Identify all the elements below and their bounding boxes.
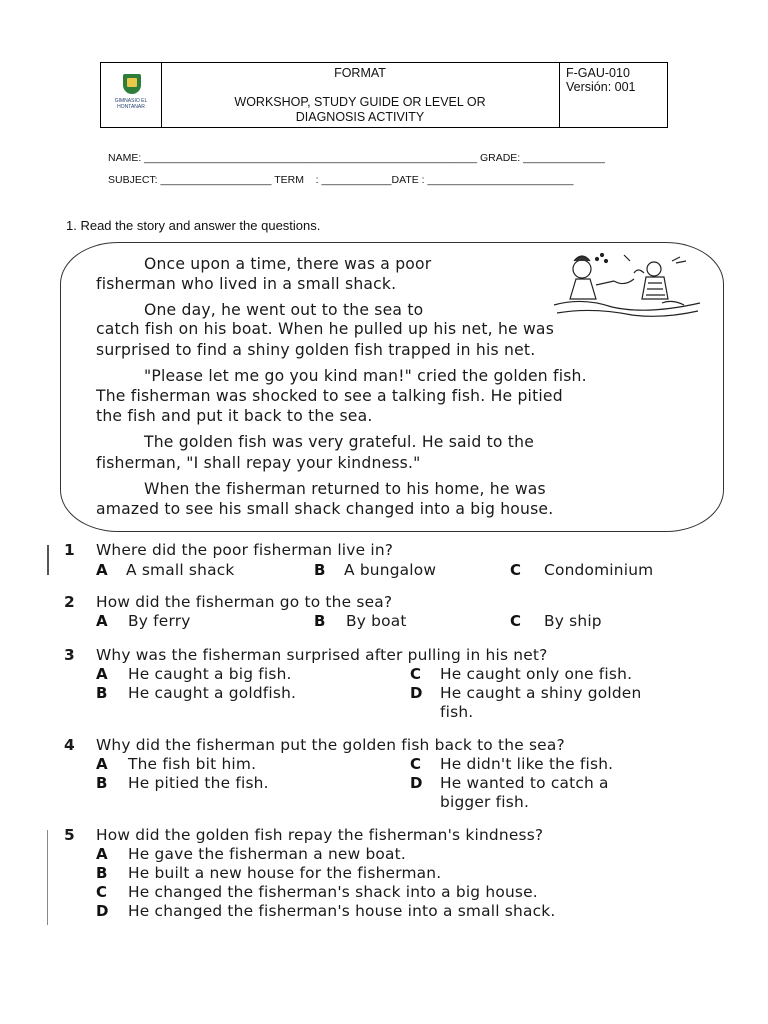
question-number: 5: [64, 826, 75, 844]
option-letter[interactable]: C: [410, 755, 422, 773]
question-number: 2: [64, 593, 75, 611]
option-letter[interactable]: B: [96, 864, 108, 882]
story-line: the fish and put it back to the sea.: [96, 407, 373, 425]
option-text[interactable]: He gave the fisherman a new boat.: [128, 845, 406, 863]
option-text[interactable]: The fish bit him.: [128, 755, 257, 773]
option-text[interactable]: He pitied the fish.: [128, 774, 269, 792]
fisherman-illustration-icon: [552, 247, 702, 319]
logo-text: GIMNASIO EL HONTANAR: [114, 98, 148, 110]
story-line: fisherman who lived in a small shack.: [96, 275, 397, 293]
story-line: amazed to see his small shack changed into a big house.: [96, 500, 554, 518]
option-text[interactable]: By ship: [544, 612, 602, 630]
option-text[interactable]: He caught a goldfish.: [128, 684, 297, 702]
option-text[interactable]: He changed the fisherman's house into a small shack.: [128, 902, 556, 920]
margin-mark: [47, 830, 48, 925]
story-line: "Please let me go you kind man!" cried the golden fish.: [144, 367, 587, 385]
format-subtitle-line2: DIAGNOSIS ACTIVITY: [295, 110, 425, 124]
option-text[interactable]: He didn't like the fish.: [440, 755, 614, 773]
option-letter[interactable]: A: [96, 755, 108, 773]
option-letter[interactable]: C: [410, 665, 422, 683]
option-letter[interactable]: B: [96, 684, 108, 702]
option-text[interactable]: He built a new house for the fisherman.: [128, 864, 442, 882]
question-number: 4: [64, 736, 75, 754]
story-line: catch fish on his boat. When he pulled up his net, he was: [96, 320, 555, 338]
story-line: The fisherman was shocked to see a talking fish. He pitied: [96, 387, 563, 405]
question-text: Why did the fisherman put the golden fish back to the sea?: [96, 736, 565, 754]
option-text[interactable]: Condominium: [544, 561, 654, 579]
instruction: 1. Read the story and answer the questions.: [66, 218, 321, 233]
subject-term-date-field[interactable]: SUBJECT: ___________________ TERM : ____________DATE : _________________________: [108, 174, 574, 186]
story-line: surprised to find a shiny golden fish trapped in his net.: [96, 341, 536, 359]
format-title: FORMAT: [334, 66, 386, 80]
option-text[interactable]: By boat: [346, 612, 407, 630]
option-letter[interactable]: D: [96, 902, 109, 920]
question-text: How did the fisherman go to the sea?: [96, 593, 393, 611]
option-text[interactable]: fish.: [440, 703, 474, 721]
option-text[interactable]: He changed the fisherman's shack into a big house.: [128, 883, 538, 901]
option-letter[interactable]: D: [410, 774, 423, 792]
question-text: Where did the poor fisherman live in?: [96, 541, 394, 559]
school-logo-icon: [123, 74, 141, 94]
option-text[interactable]: He caught only one fish.: [440, 665, 633, 683]
question-number: 1: [64, 541, 75, 559]
option-text[interactable]: He caught a shiny golden: [440, 684, 642, 702]
story-line: One day, he went out to the sea to: [144, 301, 424, 319]
option-text[interactable]: bigger fish.: [440, 793, 530, 811]
document-code: F-GAU-010: [566, 66, 630, 80]
option-letter[interactable]: A: [96, 561, 108, 579]
question-number: 3: [64, 646, 75, 664]
option-text[interactable]: A bungalow: [344, 561, 437, 579]
option-text[interactable]: He wanted to catch a: [440, 774, 609, 792]
option-text[interactable]: By ferry: [128, 612, 191, 630]
question-text: Why was the fisherman surprised after pulling in his net?: [96, 646, 548, 664]
name-grade-field[interactable]: NAME: _________________________________________________________ GRADE: ______________: [108, 152, 605, 164]
story-line: The golden fish was very grateful. He said to the: [144, 433, 534, 451]
margin-mark: [47, 545, 49, 575]
logo-cell: [101, 63, 162, 127]
story-line: When the fisherman returned to his home, he was: [144, 480, 546, 498]
format-subtitle-line1: WORKSHOP, STUDY GUIDE OR LEVEL OR: [234, 95, 486, 109]
option-letter[interactable]: B: [314, 561, 326, 579]
option-letter[interactable]: B: [96, 774, 108, 792]
option-text[interactable]: A small shack: [126, 561, 235, 579]
option-letter[interactable]: B: [314, 612, 326, 630]
option-letter[interactable]: C: [510, 612, 522, 630]
story-line: Once upon a time, there was a poor: [144, 255, 432, 273]
option-letter[interactable]: C: [510, 561, 522, 579]
option-letter[interactable]: D: [410, 684, 423, 702]
document-version: Versión: 001: [566, 80, 636, 94]
option-letter[interactable]: C: [96, 883, 108, 901]
header-table: [100, 62, 668, 128]
story-line: fisherman, "I shall repay your kindness.": [96, 454, 421, 472]
option-letter[interactable]: A: [96, 665, 108, 683]
option-letter[interactable]: A: [96, 612, 108, 630]
question-text: How did the golden fish repay the fisherman's kindness?: [96, 826, 544, 844]
option-letter[interactable]: A: [96, 845, 108, 863]
option-text[interactable]: He caught a big fish.: [128, 665, 292, 683]
